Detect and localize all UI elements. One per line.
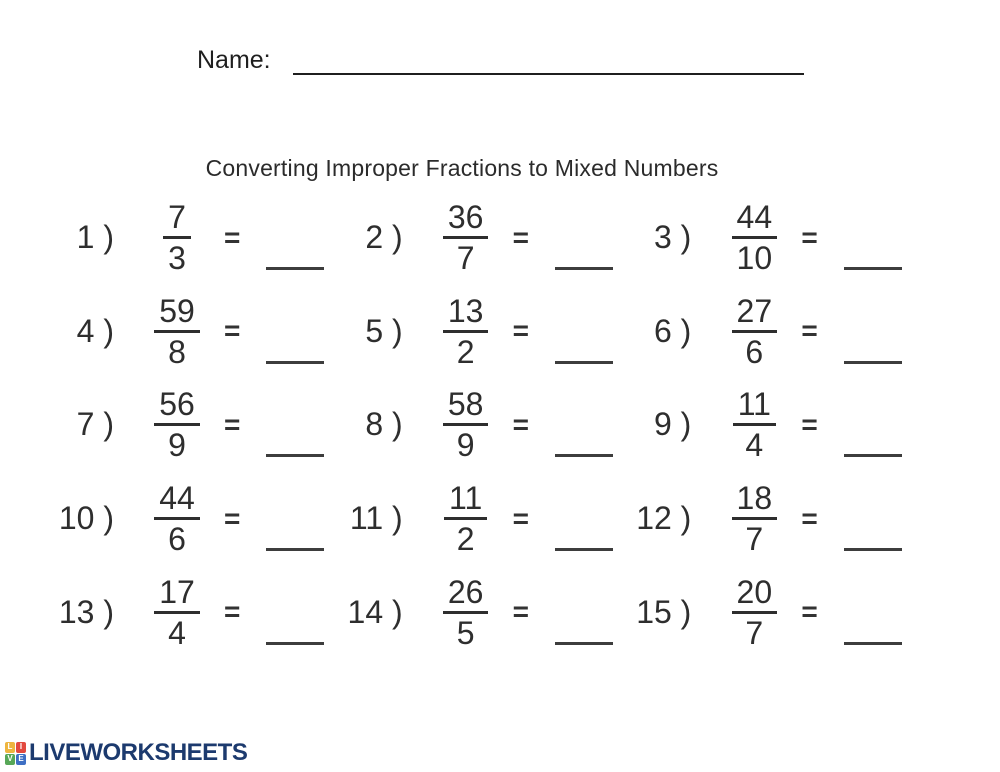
fraction-denominator: 3 [163, 236, 191, 274]
problem [629, 191, 918, 285]
fraction [717, 386, 791, 464]
equals-sign: = [224, 596, 241, 628]
fraction-stack [732, 199, 778, 277]
fraction-numerator: 27 [736, 292, 773, 329]
fraction-numerator: 36 [447, 199, 484, 236]
answer-blank[interactable] [844, 361, 902, 364]
fraction-stack [443, 386, 489, 464]
fraction-denominator: 7 [732, 611, 778, 649]
answer-blank[interactable] [844, 642, 902, 645]
problem [52, 472, 341, 566]
problem-number: 5 ) [365, 312, 403, 349]
fraction-numerator: 44 [736, 199, 773, 236]
name-input-line[interactable] [293, 46, 804, 75]
equals-sign: = [224, 315, 241, 347]
problem-number: 4 ) [76, 312, 114, 349]
answer-blank[interactable] [844, 548, 902, 551]
problem-number: 1 ) [76, 219, 114, 256]
fraction [140, 292, 214, 370]
fraction-denominator: 10 [732, 236, 778, 274]
fraction-denominator: 9 [443, 423, 489, 461]
fraction-denominator: 2 [444, 517, 487, 555]
problem-number: 14 ) [347, 593, 403, 630]
answer-blank[interactable] [555, 267, 613, 270]
fraction-denominator: 6 [732, 330, 778, 368]
fraction-stack [154, 386, 200, 464]
fraction-denominator: 7 [443, 236, 489, 274]
fraction [140, 386, 214, 464]
fraction-denominator: 8 [154, 330, 200, 368]
fraction-denominator: 6 [154, 517, 200, 555]
fraction-stack [163, 199, 191, 277]
answer-blank[interactable] [266, 267, 324, 270]
problem-number: 6 ) [653, 312, 692, 349]
fraction-numerator: 26 [447, 573, 484, 610]
answer-blank[interactable] [844, 454, 902, 457]
problem [52, 565, 341, 659]
logo-tile-e: E [16, 754, 26, 765]
fraction-numerator: 20 [736, 573, 773, 610]
logo-tile-i: I [16, 742, 26, 753]
fraction-stack [732, 292, 778, 370]
answer-blank[interactable] [555, 548, 613, 551]
problem-number: 12 ) [636, 500, 692, 537]
fraction-stack [154, 480, 200, 558]
fraction-numerator: 58 [447, 386, 484, 423]
fraction [429, 386, 503, 464]
answer-blank[interactable] [555, 454, 613, 457]
footer [5, 739, 247, 767]
fraction-denominator: 4 [733, 423, 776, 461]
fraction [140, 480, 214, 558]
equals-sign: = [224, 408, 241, 440]
fraction-stack [733, 386, 776, 464]
equals-sign: = [512, 596, 530, 628]
fraction-numerator: 18 [736, 480, 773, 517]
fraction-numerator: 7 [168, 199, 186, 236]
answer-blank[interactable] [844, 267, 902, 270]
equals-sign: = [512, 408, 530, 440]
fraction [140, 199, 214, 277]
problem-number: 13 ) [58, 593, 114, 630]
worksheet-title: Converting Improper Fractions to Mixed Numbers [205, 155, 719, 181]
equals-sign: = [801, 221, 818, 253]
fraction-stack [154, 292, 200, 370]
fraction-denominator: 7 [732, 517, 778, 555]
answer-blank[interactable] [555, 642, 613, 645]
name-label: Name: [197, 46, 271, 75]
problem [341, 378, 630, 472]
fraction-stack [732, 480, 778, 558]
problem [629, 565, 918, 659]
problem-number: 15 ) [636, 593, 692, 630]
equals-sign: = [512, 221, 530, 253]
equals-sign: = [801, 502, 818, 534]
brand-name: LIVEWORKSHEETS [29, 739, 248, 766]
problem [341, 565, 630, 659]
fraction [429, 573, 503, 651]
fraction [717, 199, 791, 277]
problem [629, 285, 918, 379]
problem-number: 10 ) [58, 500, 114, 537]
equals-sign: = [512, 502, 530, 534]
fraction [717, 292, 791, 370]
fraction-stack [444, 480, 487, 558]
fraction-numerator: 56 [159, 386, 195, 423]
answer-blank[interactable] [266, 361, 324, 364]
equals-sign: = [801, 315, 818, 347]
problem-number: 7 ) [76, 406, 114, 443]
fraction-stack [732, 573, 778, 651]
equals-sign: = [224, 502, 241, 534]
equals-sign: = [801, 408, 818, 440]
logo-tile-v: V [5, 754, 15, 765]
fraction-stack [154, 573, 200, 651]
fraction-numerator: 11 [449, 480, 483, 517]
problem [52, 191, 341, 285]
problem [341, 472, 630, 566]
fraction-denominator: 2 [443, 330, 489, 368]
fraction [429, 199, 503, 277]
fraction-numerator: 44 [159, 480, 195, 517]
fraction [140, 573, 214, 651]
problem-number: 8 ) [365, 406, 403, 443]
fraction-denominator: 4 [154, 611, 200, 649]
answer-blank[interactable] [266, 642, 324, 645]
problem [629, 378, 918, 472]
problem-number: 9 ) [653, 406, 692, 443]
problem [52, 378, 341, 472]
problem-number: 3 ) [653, 219, 692, 256]
answer-blank[interactable] [555, 361, 613, 364]
problem [341, 285, 630, 379]
liveworksheets-logo-icon [5, 742, 26, 765]
equals-sign: = [512, 315, 530, 347]
equals-sign: = [801, 596, 818, 628]
problem [341, 191, 630, 285]
fraction-stack [443, 292, 489, 370]
fraction-numerator: 13 [447, 292, 484, 329]
fraction [717, 573, 791, 651]
fraction [429, 292, 503, 370]
problem [629, 472, 918, 566]
fraction [429, 480, 503, 558]
problems-grid [52, 191, 918, 659]
fraction-numerator: 59 [159, 292, 195, 329]
fraction-numerator: 17 [159, 573, 195, 610]
fraction-numerator: 11 [737, 386, 771, 423]
equals-sign: = [224, 221, 241, 253]
fraction-stack [443, 573, 489, 651]
fraction-stack [443, 199, 489, 277]
problem-number: 2 ) [365, 219, 403, 256]
fraction-denominator: 5 [443, 611, 489, 649]
fraction-denominator: 9 [154, 423, 200, 461]
name-row [197, 44, 804, 75]
answer-blank[interactable] [266, 454, 324, 457]
answer-blank[interactable] [266, 548, 324, 551]
problem-number: 11 ) [349, 500, 403, 537]
fraction [717, 480, 791, 558]
logo-tile-l: L [5, 742, 15, 753]
problem [52, 285, 341, 379]
